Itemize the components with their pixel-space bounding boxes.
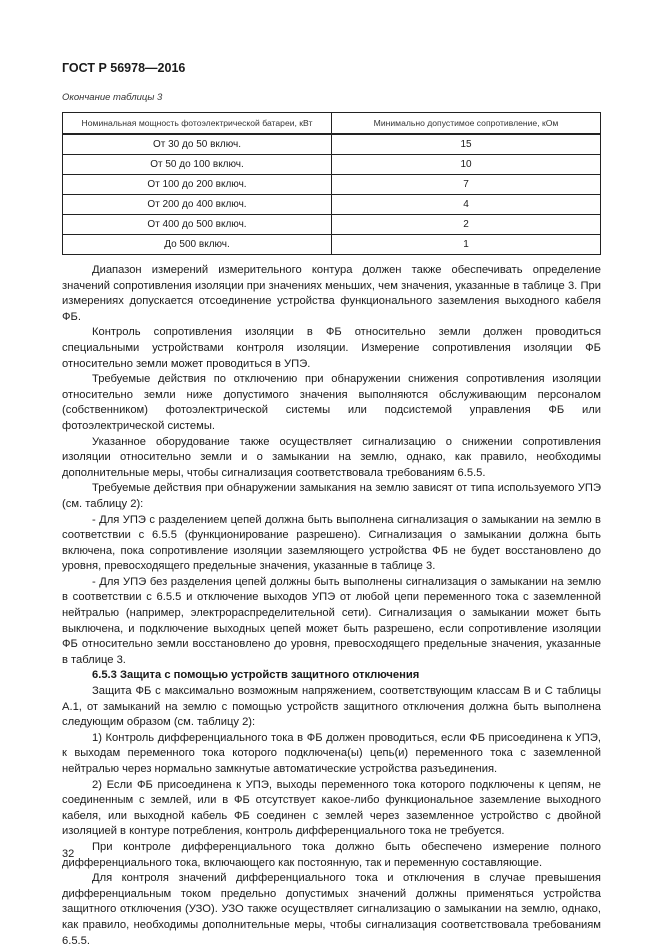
cell-resistance: 4 xyxy=(332,195,601,215)
table-row xyxy=(63,175,601,195)
table-row xyxy=(63,215,601,235)
cell-resistance: 15 xyxy=(332,134,601,155)
cell-resistance: 10 xyxy=(332,155,601,175)
page-number: 32 xyxy=(62,848,75,860)
paragraph: Требуемые действия по отключению при обнаружении снижения сопротивления изоляции относительно земли ниже допустимого значения выполняются обслуживающим персоналом (собственником) фотоэлектрической системы или подсистемой управления ФБ или фотоэлектрической системы. xyxy=(62,373,601,432)
paragraph: Требуемые действия при обнаружении замыкания на землю зависят от типа используемого УПЭ (см. таблицу 2): xyxy=(62,482,601,510)
table-row xyxy=(63,134,601,155)
column-header-resistance: Минимально допустимое сопротивление, кОм xyxy=(332,113,601,135)
document-header: ГОСТ Р 56978—2016 xyxy=(62,61,186,75)
paragraph: - Для УПЭ с разделением цепей должна быть выполнена сигнализация о замыкании на землю в соответствии с 6.5.5 (функционирование разрешено). Сигнализация о замыкании должна быть включена, пока сопротивление изоляции заземляющего устройства ФБ не будет восстановлено до уровня, превосходящего предельные значения, указанные в таблице 3. xyxy=(62,513,601,573)
paragraph: Диапазон измерений измерительного контура должен также обеспечивать определение значений сопротивления изоляции при значениях меньших, чем значения, указанные в таблице 3. При измерениях допускается отсоединение устройства функционального заземления выходного кабеля ФБ. xyxy=(62,264,601,323)
cell-power: До 500 включ. xyxy=(63,235,332,255)
paragraph: - Для УПЭ без разделения цепей должны быть выполнены сигнализация о замыкании на землю в соответствии с 6.5.5 и отключение выходов УПЭ от любой цепи переменного тока с заземленной нейтралью (например, электрораспределительной сети). Сигнализация о замыкании может быть выключена, и подключение выходных цепей может быть разрешено, если сопротивление изоляции ФБ относительно земли восстановлено до уровня, превосходящего предельные значения, указанные в таблице 3. xyxy=(62,575,601,666)
table-header-row xyxy=(63,113,601,135)
paragraph: Защита ФБ с максимально возможным напряжением, соответствующим классам В и С таблицы А.1, от замыканий на землю с помощью устройств защитного отключения должна быть выполнена следующим образом (см. таблицу 2): xyxy=(62,685,601,729)
cell-resistance: 1 xyxy=(332,235,601,255)
cell-power: От 50 до 100 включ. xyxy=(63,155,332,175)
cell-power: От 200 до 400 включ. xyxy=(63,195,332,215)
table-row xyxy=(63,235,601,255)
resistance-table xyxy=(62,112,601,255)
table-row xyxy=(63,155,601,175)
cell-power: От 100 до 200 включ. xyxy=(63,175,332,195)
paragraph: Указанное оборудование также осуществляет сигнализацию о снижении сопротивления изоляции относительно земли и о замыкании на землю, однако, как правило, необходимы дополнительные меры, чтобы сигнализация соответствовала требованиям 6.5.5. xyxy=(62,435,601,479)
table-row xyxy=(63,195,601,215)
cell-resistance: 7 xyxy=(332,175,601,195)
cell-power: От 400 до 500 включ. xyxy=(63,215,332,235)
paragraph: Для контроля значений дифференциального тока и отключения в случае превышения дифференциальным током предельно допустимых значений должны применяться устройства защитного отключения (УЗО). УЗО также осуществляет сигнализацию о замыкании на землю, однако, как правило, необходимы дополнительные меры, чтобы сигнализация соответствовала требованиям 6.5.5. xyxy=(62,872,601,947)
cell-resistance: 2 xyxy=(332,215,601,235)
section-heading: 6.5.3 Защита с помощью устройств защитного отключения xyxy=(92,669,420,682)
body-text xyxy=(62,263,601,949)
paragraph: 2) Если ФБ присоединена к УПЭ, выходы переменного тока которого подключены к цепям, не соединенным с землей, или в ФБ отсутствует какое-либо функциональное заземление выходного кабеля, или выходной кабель ФБ соединен с землей через заземленное устройство с двойной изоляцией в контуре потребления, контроль дифференциального тока не требуется. xyxy=(62,778,601,838)
column-header-power: Номинальная мощность фотоэлектрической батареи, кВт xyxy=(63,113,332,135)
paragraph: 1) Контроль дифференциального тока в ФБ должен проводиться, если ФБ присоединена к УПЭ, к выходам переменного тока которого подключена(ы) цепь(и) переменного тока с заземленной нейтралью через нормально замкнутые автоматические устройства разъединения. xyxy=(62,731,601,775)
cell-power: От 30 до 50 включ. xyxy=(63,134,332,155)
table-caption: Окончание таблицы 3 xyxy=(62,92,163,103)
paragraph: Контроль сопротивления изоляции в ФБ относительно земли должен проводиться специальными устройствами контроля изоляции. Измерение сопротивления изоляции ФБ относительно земли может проводиться в УПЭ. xyxy=(62,326,601,370)
paragraph: При контроле дифференциального тока должно быть обеспечено измерение полного дифференциального тока, включающего как постоянную, так и переменную составляющие. xyxy=(62,840,601,869)
